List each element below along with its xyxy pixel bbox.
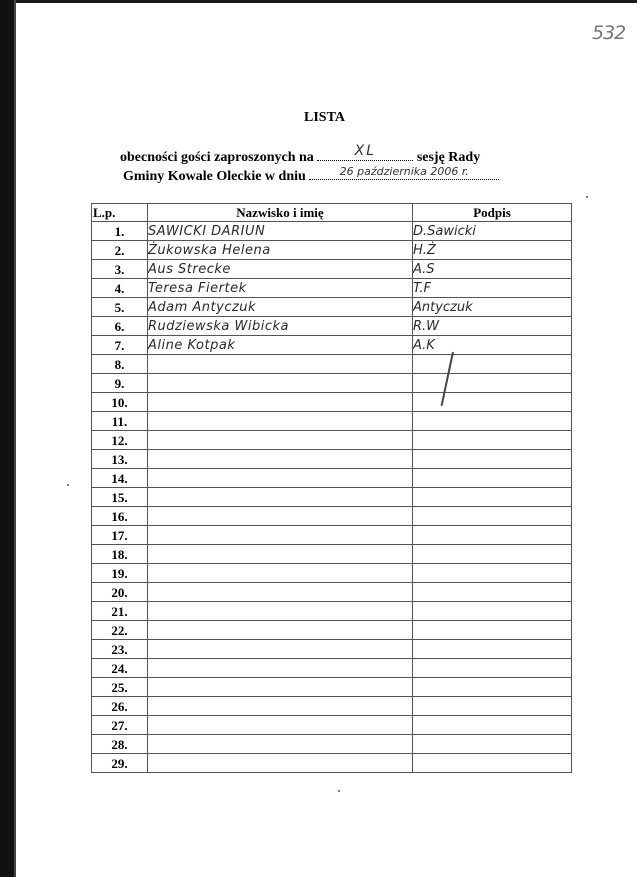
row-name xyxy=(148,583,413,602)
row-number: 5. xyxy=(92,298,148,317)
row-name xyxy=(148,697,413,716)
row-number: 17. xyxy=(92,526,148,545)
scan-top-edge xyxy=(0,0,637,3)
table-row xyxy=(92,621,572,640)
scan-speck xyxy=(67,484,69,486)
row-name: Rudziewska Wibicka xyxy=(148,317,413,336)
row-signature: H.Ż xyxy=(413,241,572,260)
row-name xyxy=(148,526,413,545)
row-number: 26. xyxy=(92,697,148,716)
row-name xyxy=(148,545,413,564)
row-number: 15. xyxy=(92,488,148,507)
row-signature xyxy=(413,374,572,393)
table-row xyxy=(92,602,572,621)
table-row xyxy=(92,412,572,431)
row-number: 10. xyxy=(92,393,148,412)
row-name xyxy=(148,716,413,735)
row-signature: Antyczuk xyxy=(413,298,572,317)
table-row xyxy=(92,507,572,526)
table-row xyxy=(92,583,572,602)
row-number: 11. xyxy=(92,412,148,431)
row-signature xyxy=(413,507,572,526)
row-signature xyxy=(413,393,572,412)
table-row xyxy=(92,222,572,241)
row-name xyxy=(148,355,413,374)
row-number: 16. xyxy=(92,507,148,526)
table-row xyxy=(92,526,572,545)
row-signature xyxy=(413,412,572,431)
row-number: 1. xyxy=(92,222,148,241)
row-signature xyxy=(413,583,572,602)
session-fill-in xyxy=(317,143,413,161)
row-signature xyxy=(413,602,572,621)
row-number: 4. xyxy=(92,279,148,298)
table-row xyxy=(92,393,572,412)
row-number: 28. xyxy=(92,735,148,754)
table-row xyxy=(92,260,572,279)
row-number: 14. xyxy=(92,469,148,488)
header-signature: Podpis xyxy=(413,204,572,222)
row-name xyxy=(148,469,413,488)
row-name: Żukowska Helena xyxy=(148,241,413,260)
date-handwritten: 26 października 2006 r. xyxy=(339,165,469,178)
row-name xyxy=(148,431,413,450)
table-row xyxy=(92,241,572,260)
row-number: 2. xyxy=(92,241,148,260)
row-signature xyxy=(413,469,572,488)
table-row xyxy=(92,697,572,716)
row-number: 23. xyxy=(92,640,148,659)
table-row xyxy=(92,469,572,488)
header-number: L.p. xyxy=(92,204,148,222)
attendance-table xyxy=(91,203,572,773)
row-signature xyxy=(413,754,572,773)
row-number: 24. xyxy=(92,659,148,678)
row-number: 9. xyxy=(92,374,148,393)
table-row xyxy=(92,659,572,678)
table-row xyxy=(92,431,572,450)
row-name xyxy=(148,678,413,697)
page-number: 532 xyxy=(592,22,626,44)
row-name xyxy=(148,659,413,678)
row-signature xyxy=(413,545,572,564)
row-number: 3. xyxy=(92,260,148,279)
table-row xyxy=(92,640,572,659)
row-signature: T.F xyxy=(413,279,572,298)
row-name xyxy=(148,735,413,754)
row-number: 19. xyxy=(92,564,148,583)
table-row xyxy=(92,336,572,355)
table-row xyxy=(92,735,572,754)
row-signature xyxy=(413,678,572,697)
row-signature: R.W xyxy=(413,317,572,336)
row-signature xyxy=(413,697,572,716)
row-signature xyxy=(413,659,572,678)
table-row xyxy=(92,279,572,298)
document-title: LISTA xyxy=(304,110,345,125)
row-name xyxy=(148,564,413,583)
attendance-rows xyxy=(92,222,572,773)
row-name xyxy=(148,393,413,412)
intro-line-1 xyxy=(120,143,481,166)
row-number: 6. xyxy=(92,317,148,336)
row-number: 7. xyxy=(92,336,148,355)
row-number: 22. xyxy=(92,621,148,640)
row-name xyxy=(148,374,413,393)
row-name: Adam Antyczuk xyxy=(148,298,413,317)
row-number: 8. xyxy=(92,355,148,374)
row-name xyxy=(148,450,413,469)
row-signature xyxy=(413,621,572,640)
row-name xyxy=(148,621,413,640)
row-number: 29. xyxy=(92,754,148,773)
scan-left-edge xyxy=(0,0,14,877)
table-row xyxy=(92,374,572,393)
intro-line2-prefix: Gminy Kowale Oleckie w dniu xyxy=(123,169,306,184)
row-number: 21. xyxy=(92,602,148,621)
row-number: 18. xyxy=(92,545,148,564)
row-signature xyxy=(413,488,572,507)
row-number: 27. xyxy=(92,716,148,735)
row-number: 25. xyxy=(92,678,148,697)
row-signature xyxy=(413,355,572,374)
row-signature xyxy=(413,526,572,545)
table-row xyxy=(92,564,572,583)
row-signature xyxy=(413,431,572,450)
row-name: Teresa Fiertek xyxy=(148,279,413,298)
table-row xyxy=(92,355,572,374)
row-number: 20. xyxy=(92,583,148,602)
row-name xyxy=(148,488,413,507)
table-row xyxy=(92,450,572,469)
scan-left-edge-shadow xyxy=(14,0,16,877)
header-name: Nazwisko i imię xyxy=(148,204,413,222)
row-number: 13. xyxy=(92,450,148,469)
intro-prefix: obecności gości zaproszonych na xyxy=(120,150,314,165)
table-row xyxy=(92,545,572,564)
row-name: Aline Kotpak xyxy=(148,336,413,355)
scan-speck xyxy=(338,790,340,792)
row-name: SAWICKI DARIUN xyxy=(148,222,413,241)
row-signature: A.K xyxy=(413,336,572,355)
row-signature xyxy=(413,450,572,469)
row-name: Aus Strecke xyxy=(148,260,413,279)
table-row xyxy=(92,317,572,336)
table-header-row xyxy=(92,204,572,222)
row-signature: D.Sawicki xyxy=(413,222,572,241)
intro-suffix: sesję Rady xyxy=(416,150,481,165)
row-name xyxy=(148,602,413,621)
table-row xyxy=(92,298,572,317)
row-signature xyxy=(413,640,572,659)
intro-line-2 xyxy=(123,167,499,185)
scan-speck xyxy=(586,196,588,198)
table-row xyxy=(92,716,572,735)
row-signature xyxy=(413,735,572,754)
row-name xyxy=(148,412,413,431)
session-number-handwritten: XL xyxy=(354,143,376,159)
row-name xyxy=(148,640,413,659)
table-row xyxy=(92,488,572,507)
row-name xyxy=(148,507,413,526)
date-fill-in xyxy=(309,167,499,180)
row-signature: A.S xyxy=(413,260,572,279)
row-signature xyxy=(413,564,572,583)
row-name xyxy=(148,754,413,773)
table-row xyxy=(92,754,572,773)
row-signature xyxy=(413,716,572,735)
table-row xyxy=(92,678,572,697)
row-number: 12. xyxy=(92,431,148,450)
